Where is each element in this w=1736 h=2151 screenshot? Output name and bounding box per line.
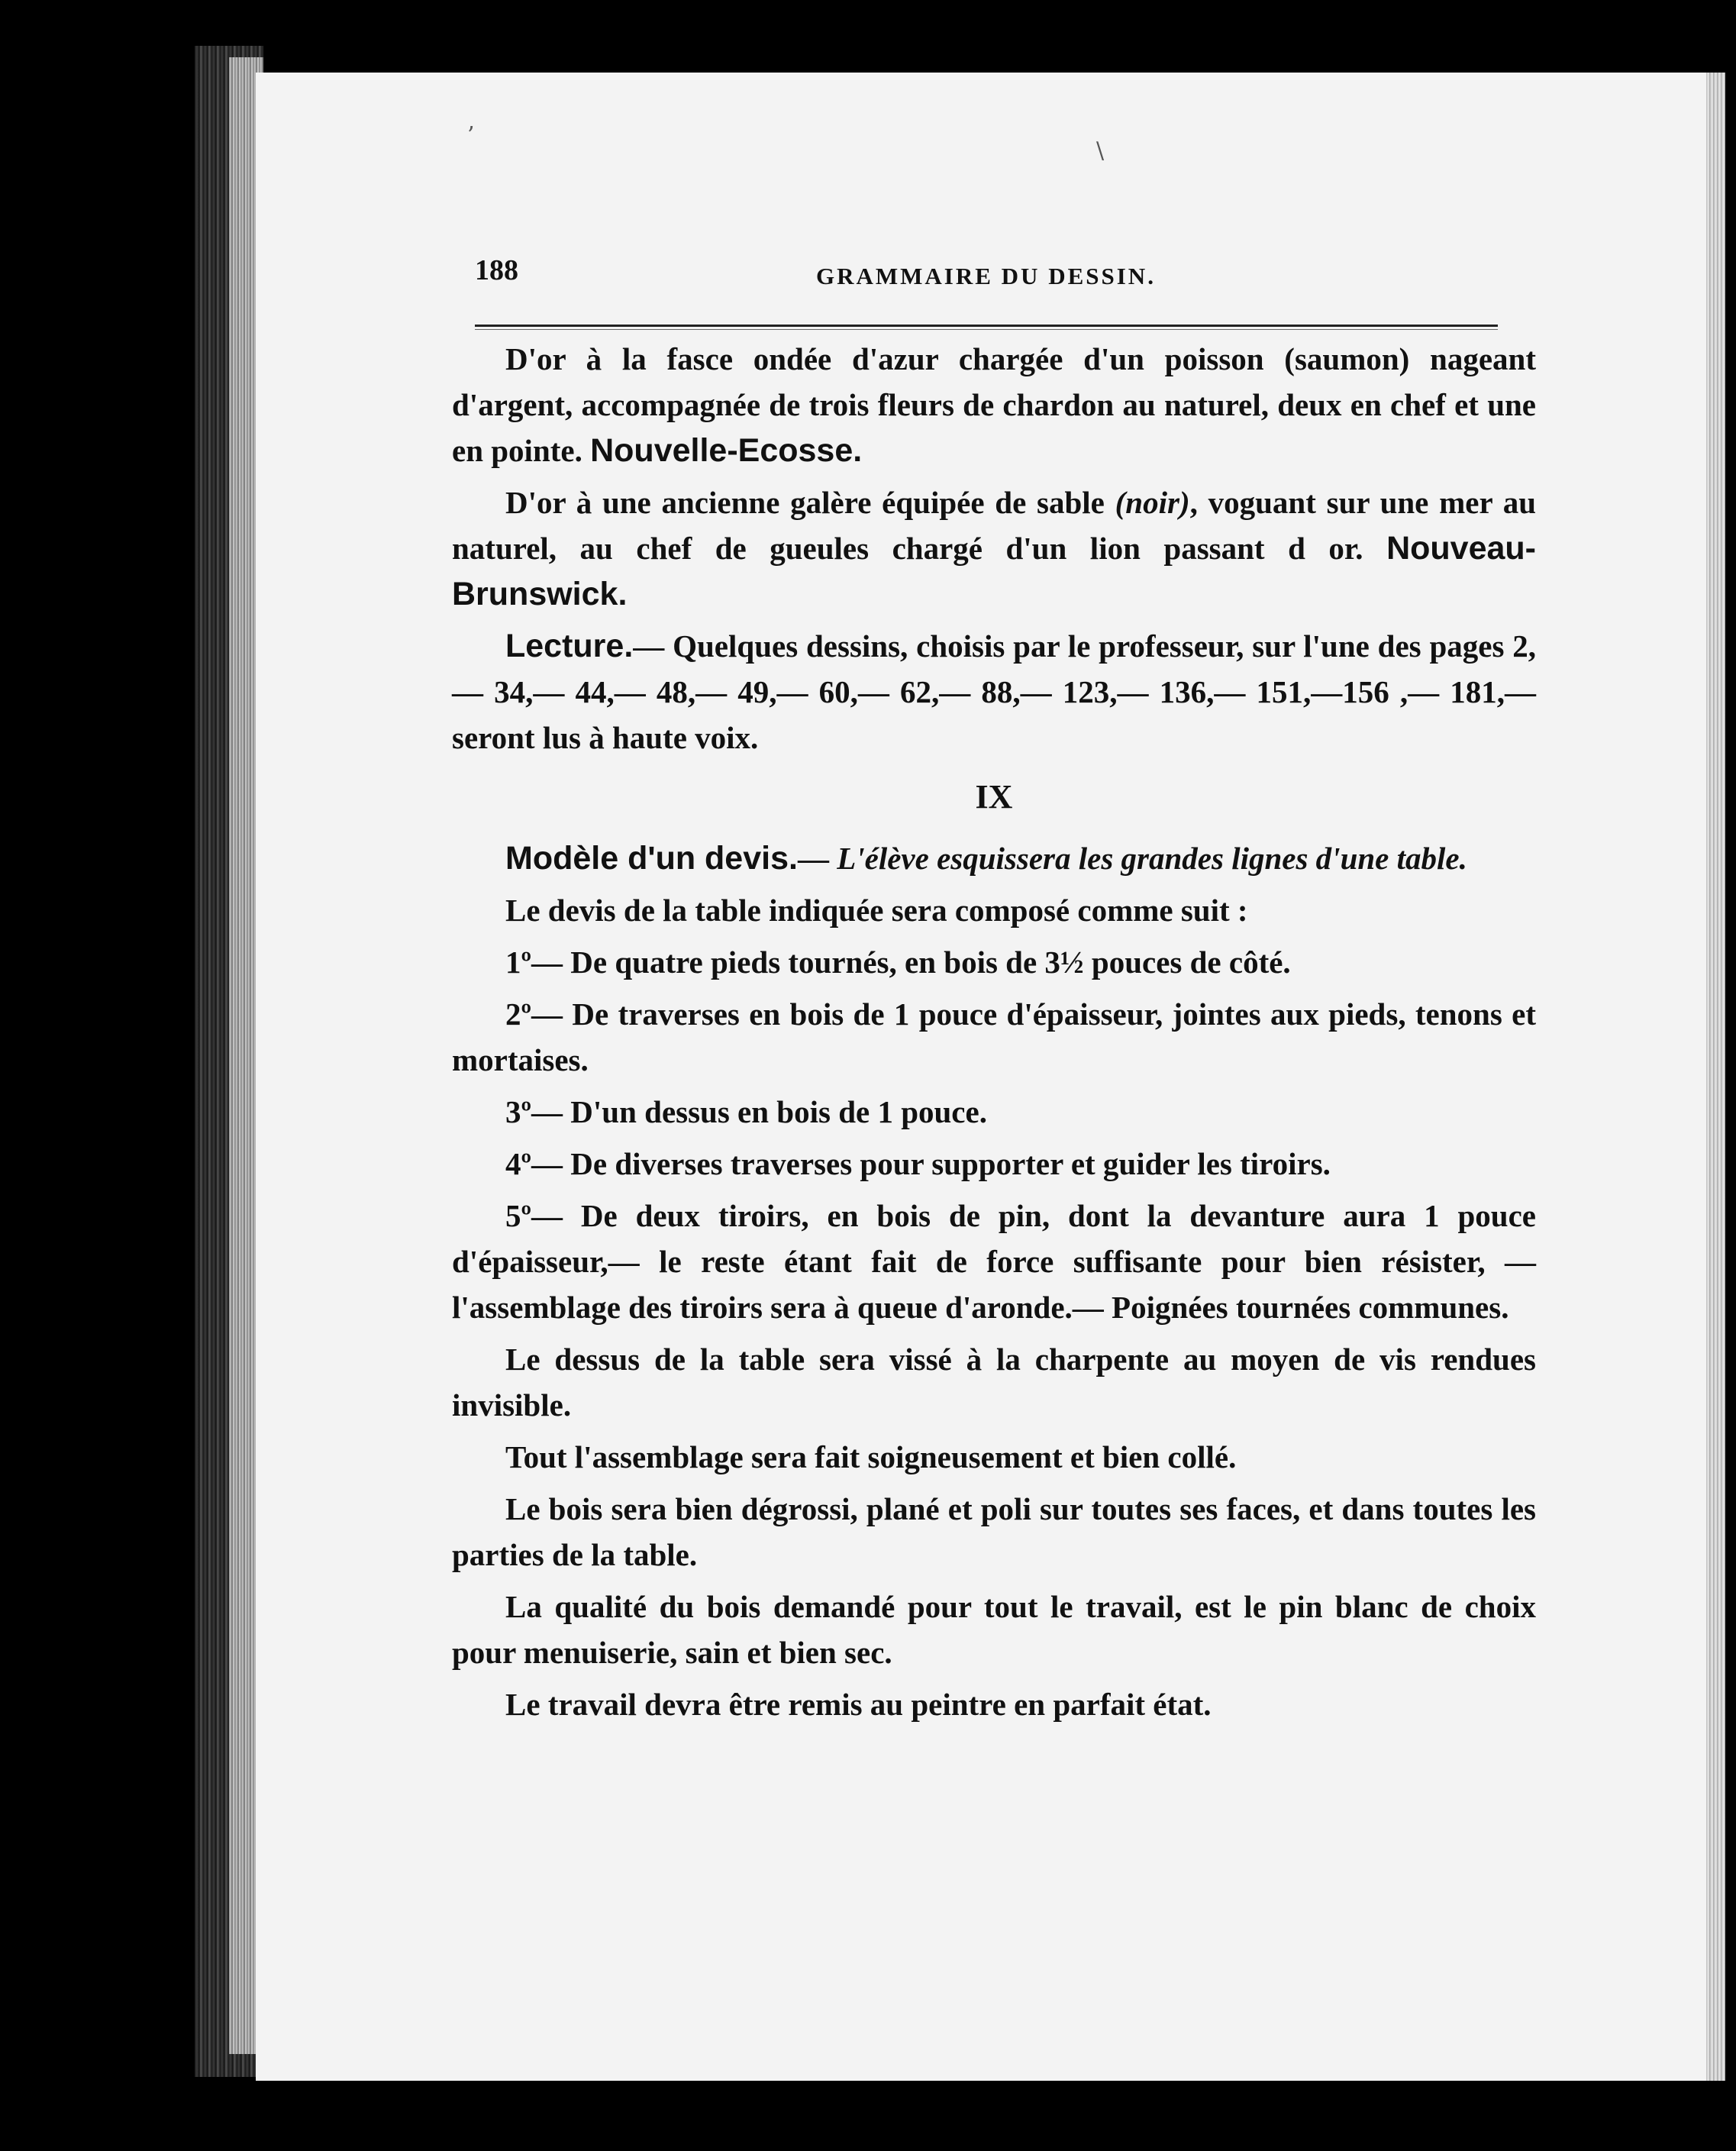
paragraph-text: D'or à une ancienne galère équipée de sable: [505, 485, 1115, 520]
page-right-edge: [1706, 73, 1725, 2081]
paragraph: Le travail devra être remis au peintre en parfait état.: [505, 1687, 1212, 1722]
list-item: 5º— De deux tiroirs, en bois de pin, dont la devanture aura 1 pouce d'épaisseur,— le reste étant fait de force suffisante pour bien résister, —l'assemblage des tiroirs sera à queue d'aronde.— Poignées tournées communes.: [452, 1198, 1536, 1325]
header-rule: [475, 325, 1498, 327]
italic-text: (noir): [1115, 485, 1190, 520]
list-item: 3º— D'un dessus en bois de 1 pouce.: [505, 1094, 987, 1129]
paragraph: Le bois sera bien dégrossi, plané et poli sur toutes ses faces, et dans toutes les parties de la table.: [452, 1491, 1536, 1572]
place-name: Nouvelle-Ecosse.: [590, 432, 863, 469]
paragraph-lecture: [452, 623, 1536, 761]
paragraph-text: , voguant sur une mer au naturel, au chef de gueules chargé d'un lion passant d or.: [452, 485, 1536, 566]
page-body: [452, 336, 1536, 1727]
run-in-heading: Lecture.: [505, 628, 634, 664]
paragraph-devis-heading: [452, 835, 1536, 881]
paragraph: Tout l'assemblage sera fait soigneusement et bien collé.: [505, 1439, 1237, 1474]
paragraph: Le devis de la table indiquée sera composé comme suit :: [505, 893, 1248, 928]
list-item: 4º— De diverses traverses pour supporter et guider les tiroirs.: [505, 1146, 1331, 1181]
list-item: 2º— De traverses en bois de 1 pouce d'épaisseur, jointes aux pieds, tenons et mortaises.: [452, 996, 1536, 1077]
italic-text: L'élève esquissera les grandes lignes d'une table.: [837, 841, 1467, 876]
paragraph-text: —: [797, 841, 837, 876]
paragraph-nova-scotia: [452, 336, 1536, 473]
page-number: 188: [475, 254, 518, 286]
page-header: [475, 244, 1498, 290]
run-in-heading: Modèle d'un devis.: [505, 840, 798, 877]
paragraph: Le dessus de la table sera vissé à la charpente au moyen de vis rendues invisible.: [452, 1342, 1536, 1423]
speck-mark: ’: [467, 122, 475, 149]
speck-mark: \: [1096, 137, 1105, 164]
paragraph: La qualité du bois demandé pour tout le travail, est le pin blanc de choix pour menuiserie, sain et bien sec.: [452, 1589, 1536, 1670]
section-number: IX: [975, 778, 1013, 816]
place-name: Nouveau-Brunswick.: [452, 530, 1536, 612]
running-head: GRAMMAIRE DU DESSIN.: [816, 263, 1156, 289]
paragraph-new-brunswick: [452, 480, 1536, 617]
paragraph-text: — Quelques dessins, choisis par le professeur, sur l'une des pages 2,— 34,— 44,— 48,— 49,— 60,— 62,— 88,— 123,— 136,— 151,—156 ,— 181,— seront lus à haute voix.: [452, 628, 1536, 755]
paragraph-text: D'or à la fasce ondée d'azur chargée d'un poisson (saumon) nageant d'argent, accompagnée de trois fleurs de chardon au naturel, deux en chef et une en pointe.: [452, 341, 1536, 468]
header-rule-thin: [475, 329, 1498, 330]
list-item: 1º— De quatre pieds tournés, en bois de 3½ pouces de côté.: [505, 945, 1291, 980]
